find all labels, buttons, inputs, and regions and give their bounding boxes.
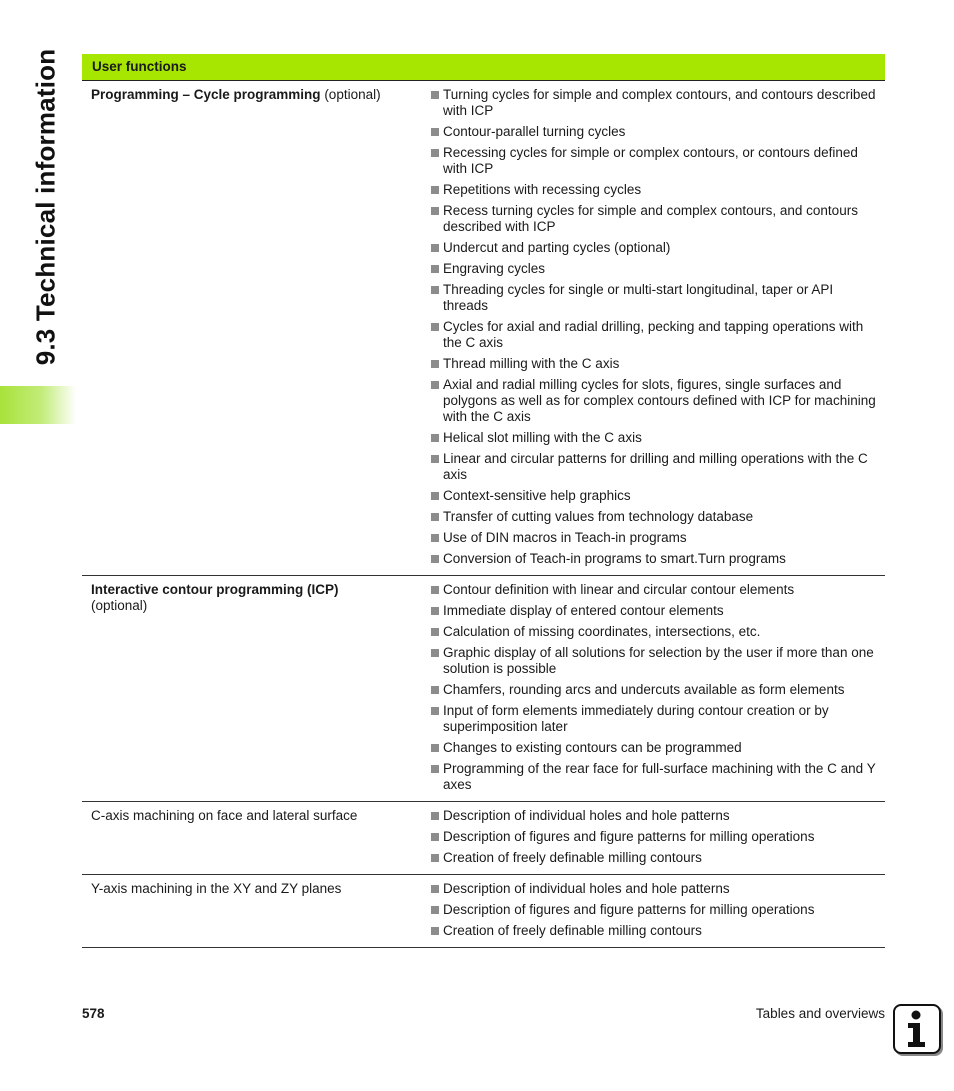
- table-row: [82, 802, 885, 875]
- list-item: [431, 356, 885, 372]
- list-item: [431, 87, 885, 119]
- list-item: [431, 319, 885, 351]
- square-bullet-icon: [431, 686, 439, 694]
- list-item-text: Linear and circular patterns for drilling and milling operations with the C axis: [443, 451, 868, 482]
- list-item: [431, 582, 885, 598]
- square-bullet-icon: [431, 812, 439, 820]
- row-title: [82, 881, 422, 941]
- list-item: [431, 808, 885, 824]
- footer-section-title: Tables and overviews: [755, 1006, 885, 1021]
- list-item-text: Description of individual holes and hole patterns: [443, 881, 730, 896]
- square-bullet-icon: [431, 265, 439, 273]
- table-header: User functions: [82, 54, 885, 81]
- list-item: [431, 603, 885, 619]
- list-item-text: Description of individual holes and hole patterns: [443, 808, 730, 823]
- square-bullet-icon: [431, 555, 439, 563]
- list-item-text: Input of form elements immediately during contour creation or by superimposition later: [443, 703, 829, 734]
- list-item-text: Turning cycles for simple and complex contours, and contours described with ICP: [443, 87, 876, 118]
- info-icon: [893, 1004, 941, 1054]
- table-row: [82, 81, 885, 576]
- list-item: [431, 377, 885, 425]
- square-bullet-icon: [431, 128, 439, 136]
- feature-list: [422, 881, 885, 941]
- list-item-text: Description of figures and figure patterns for milling operations: [443, 829, 815, 844]
- list-item: [431, 923, 885, 939]
- list-item: [431, 145, 885, 177]
- list-item-text: Creation of freely definable milling contours: [443, 850, 702, 865]
- square-bullet-icon: [431, 744, 439, 752]
- square-bullet-icon: [431, 534, 439, 542]
- list-item: [431, 881, 885, 897]
- list-item-text: Axial and radial milling cycles for slots, figures, single surfaces and polygons as well as for complex contours defined with ICP for machining with the C axis: [443, 377, 876, 424]
- list-item: [431, 902, 885, 918]
- square-bullet-icon: [431, 286, 439, 294]
- list-item-text: Threading cycles for single or multi-start longitudinal, taper or API threads: [443, 282, 834, 313]
- list-item-text: Thread milling with the C axis: [443, 356, 620, 371]
- square-bullet-icon: [431, 455, 439, 463]
- square-bullet-icon: [431, 186, 439, 194]
- list-item: [431, 551, 885, 567]
- list-item: [431, 124, 885, 140]
- chapter-tab-marker: [0, 386, 76, 424]
- list-item-text: Use of DIN macros in Teach-in programs: [443, 530, 687, 545]
- list-item-text: Description of figures and figure patterns for milling operations: [443, 902, 815, 917]
- list-item-text: Undercut and parting cycles (optional): [443, 240, 671, 255]
- row-title: [82, 582, 422, 795]
- square-bullet-icon: [431, 765, 439, 773]
- user-functions-table: [82, 54, 885, 948]
- table-row: [82, 875, 885, 948]
- list-item: [431, 645, 885, 677]
- list-item: [431, 682, 885, 698]
- square-bullet-icon: [431, 586, 439, 594]
- list-item: [431, 430, 885, 446]
- row-title-bold: Programming – Cycle programming: [91, 87, 321, 102]
- feature-list: [422, 808, 885, 868]
- list-item-text: Contour definition with linear and circular contour elements: [443, 582, 795, 597]
- row-title-rest: Y-axis machining in the XY and ZY planes: [91, 881, 342, 896]
- row-title-rest: C-axis machining on face and lateral surface: [91, 808, 358, 823]
- list-item: [431, 624, 885, 640]
- row-title-rest: (optional): [320, 87, 381, 102]
- list-item: [431, 740, 885, 756]
- list-item-text: Graphic display of all solutions for selection by the user if more than one solution is possible: [443, 645, 874, 676]
- list-item-text: Chamfers, rounding arcs and undercuts available as form elements: [443, 682, 845, 697]
- list-item-text: Repetitions with recessing cycles: [443, 182, 642, 197]
- list-item-text: Conversion of Teach-in programs to smart.Turn programs: [443, 551, 786, 566]
- page-number: 578: [82, 1006, 105, 1021]
- row-title-rest: (optional): [91, 598, 148, 613]
- list-item-text: Calculation of missing coordinates, intersections, etc.: [443, 624, 761, 639]
- square-bullet-icon: [431, 360, 439, 368]
- square-bullet-icon: [431, 906, 439, 914]
- row-title-bold: Interactive contour programming (ICP): [91, 582, 339, 597]
- list-item: [431, 182, 885, 198]
- list-item: [431, 703, 885, 735]
- list-item: [431, 451, 885, 483]
- square-bullet-icon: [431, 513, 439, 521]
- list-item-text: Contour-parallel turning cycles: [443, 124, 626, 139]
- square-bullet-icon: [431, 927, 439, 935]
- table-row: [82, 576, 885, 802]
- list-item-text: Transfer of cutting values from technology database: [443, 509, 754, 524]
- table-body: [82, 81, 885, 948]
- list-item-text: Immediate display of entered contour elements: [443, 603, 724, 618]
- list-item: [431, 261, 885, 277]
- list-item-text: Recessing cycles for simple or complex contours, or contours defined with ICP: [443, 145, 858, 176]
- square-bullet-icon: [431, 381, 439, 389]
- square-bullet-icon: [431, 492, 439, 500]
- chapter-side-title: 9.3 Technical information: [30, 48, 61, 366]
- square-bullet-icon: [431, 707, 439, 715]
- list-item-text: Context-sensitive help graphics: [443, 488, 631, 503]
- feature-list: [422, 582, 885, 795]
- list-item-text: Engraving cycles: [443, 261, 546, 276]
- list-item-text: Changes to existing contours can be programmed: [443, 740, 742, 755]
- list-item: [431, 282, 885, 314]
- square-bullet-icon: [431, 91, 439, 99]
- list-item: [431, 761, 885, 793]
- list-item-text: Cycles for axial and radial drilling, pecking and tapping operations with the C axis: [443, 319, 864, 350]
- list-item-text: Programming of the rear face for full-surface machining with the C and Y axes: [443, 761, 876, 792]
- list-item: [431, 203, 885, 235]
- list-item-text: Recess turning cycles for simple and complex contours, and contours described with ICP: [443, 203, 858, 234]
- row-title: [82, 808, 422, 868]
- square-bullet-icon: [431, 628, 439, 636]
- feature-list: [422, 87, 885, 569]
- square-bullet-icon: [431, 833, 439, 841]
- square-bullet-icon: [431, 434, 439, 442]
- list-item: [431, 488, 885, 504]
- list-item: [431, 509, 885, 525]
- square-bullet-icon: [431, 323, 439, 331]
- square-bullet-icon: [431, 207, 439, 215]
- row-title: [82, 87, 422, 569]
- list-item-text: Helical slot milling with the C axis: [443, 430, 642, 445]
- square-bullet-icon: [431, 149, 439, 157]
- list-item: [431, 829, 885, 845]
- square-bullet-icon: [431, 607, 439, 615]
- square-bullet-icon: [431, 244, 439, 252]
- square-bullet-icon: [431, 885, 439, 893]
- list-item: [431, 240, 885, 256]
- list-item: [431, 850, 885, 866]
- list-item: [431, 530, 885, 546]
- square-bullet-icon: [431, 854, 439, 862]
- list-item-text: Creation of freely definable milling contours: [443, 923, 702, 938]
- square-bullet-icon: [431, 649, 439, 657]
